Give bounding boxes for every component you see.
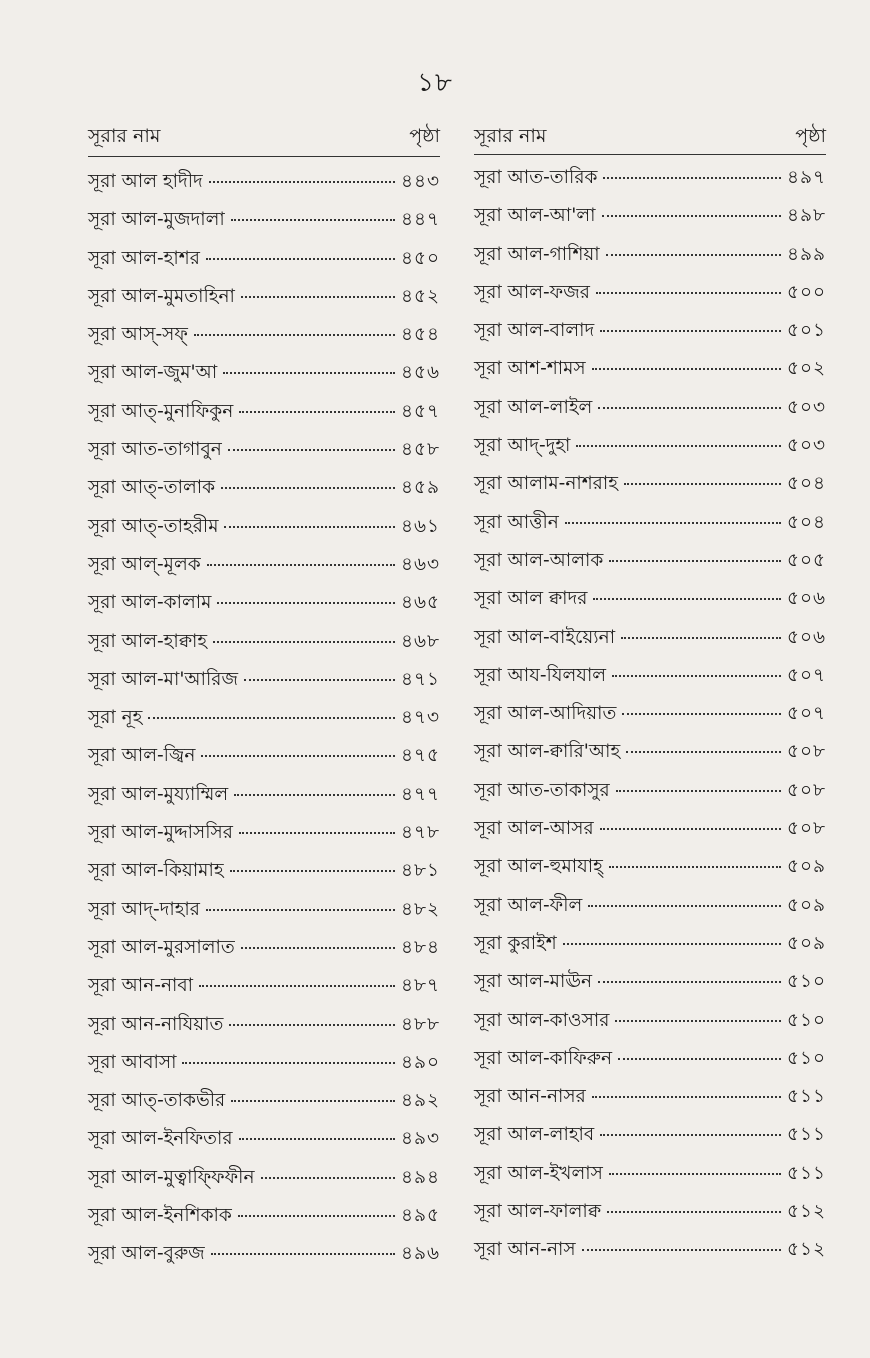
- surah-name: সূরা আল-ইনফিতার: [88, 1128, 233, 1150]
- page-ref: ৪৭৭: [400, 783, 440, 805]
- surah-name: সূরা আত্-তালাক: [88, 477, 216, 499]
- toc-entry: [88, 1086, 440, 1124]
- dot-leader: [600, 330, 781, 332]
- page-ref: ৫১০: [786, 971, 826, 993]
- toc-entry: [474, 278, 826, 316]
- page-ref: ৫০২: [786, 358, 826, 380]
- page-ref: ৪৬৮: [400, 630, 440, 652]
- toc-entry: [88, 856, 440, 894]
- dot-leader: [261, 1177, 395, 1179]
- page-ref: ৫০৮: [786, 779, 826, 801]
- surah-name: সূরা আল-বুরুজ: [88, 1243, 205, 1265]
- page-ref: ৪৯৯: [786, 243, 826, 265]
- surah-name: সূরা আবাসা: [88, 1051, 177, 1073]
- surah-name: সূরা আত্-তাকভীর: [88, 1090, 226, 1112]
- toc-entry: [474, 584, 826, 622]
- dot-leader: [624, 483, 781, 485]
- page-ref: ৪৫২: [400, 285, 440, 307]
- dot-leader: [206, 258, 395, 260]
- toc-entry: [88, 167, 440, 205]
- surah-name: সূরা কুরাইশ: [474, 932, 557, 954]
- toc-list-left: [88, 167, 440, 1278]
- dot-leader: [600, 1134, 781, 1136]
- toc-entry: [88, 665, 440, 703]
- dot-leader: [231, 219, 395, 221]
- toc-entry: [474, 201, 826, 239]
- page-ref: ৪৫৮: [400, 439, 440, 461]
- dot-leader: [241, 947, 395, 949]
- page-ref: ৪৯৮: [786, 205, 826, 227]
- toc-entry: [88, 933, 440, 971]
- surah-name: সূরা আল ক্বাদর: [474, 588, 588, 610]
- dot-leader: [211, 1253, 395, 1255]
- toc-entry: [88, 358, 440, 396]
- page-ref: ৫০৪: [786, 511, 826, 533]
- dot-leader: [603, 177, 781, 179]
- toc-entry: [88, 780, 440, 818]
- surah-name: সূরা আল-মাঊন: [474, 971, 593, 993]
- surah-name: সূরা আন-নাবা: [88, 975, 194, 997]
- toc-entry: [474, 776, 826, 814]
- toc-entry: [88, 1201, 440, 1239]
- toc-entry: [88, 282, 440, 320]
- toc-entry: [474, 929, 826, 967]
- surah-name: সূরা আত-তাগাবুন: [88, 439, 222, 461]
- dot-leader: [607, 1211, 781, 1213]
- dot-leader: [609, 866, 781, 868]
- dot-leader: [596, 292, 781, 294]
- toc-entry: [474, 699, 826, 737]
- dot-leader: [223, 372, 395, 374]
- toc-entry: [88, 1010, 440, 1048]
- surah-name: সূরা আত্তীন: [474, 511, 559, 533]
- surah-name: সূরা আল-বাইয়্যেনা: [474, 626, 616, 648]
- toc-entry: [88, 703, 440, 741]
- surah-name: সূরা আল-কালাম: [88, 592, 212, 614]
- toc-entry: [474, 1082, 826, 1120]
- surah-name: সূরা আল-মা'আরিজ: [88, 668, 239, 690]
- dot-leader: [565, 522, 781, 524]
- surah-name: সূরা আল-কাফিরুন: [474, 1047, 613, 1069]
- page-ref: ৪৯৭: [786, 167, 826, 188]
- dot-leader: [612, 675, 781, 677]
- surah-name: সূরা আল-মুজদালা: [88, 209, 225, 231]
- dot-leader: [576, 445, 781, 447]
- page-ref: ৫০৩: [786, 435, 826, 457]
- dot-leader: [228, 449, 395, 451]
- toc-entry: [474, 431, 826, 469]
- column-header: [88, 124, 440, 157]
- dot-leader: [201, 755, 395, 757]
- toc-entry: [474, 240, 826, 278]
- page-ref: ৫০৯: [786, 856, 826, 878]
- page-ref: ৪৯২: [400, 1090, 440, 1112]
- page-ref: ৫০৬: [786, 626, 826, 648]
- toc-entry: [474, 1120, 826, 1158]
- dot-leader: [600, 828, 781, 830]
- page-ref: ৫০৩: [786, 396, 826, 418]
- page-ref: ৪৫৬: [400, 362, 440, 384]
- toc-entry: [474, 967, 826, 1005]
- page-ref: ৪৯৩: [400, 1128, 440, 1150]
- surah-name: সূরা আন-নাসর: [474, 1086, 586, 1108]
- dot-leader: [622, 713, 781, 715]
- page-ref: ৪৭১: [400, 668, 440, 690]
- dot-leader: [621, 637, 781, 639]
- page-ref: ৫০৪: [786, 473, 826, 495]
- surah-name: সূরা আদ্-দাহার: [88, 898, 200, 920]
- surah-name: সূরা আল-হাক্বাহ: [88, 630, 208, 652]
- toc-entry: [88, 1239, 440, 1277]
- dot-leader: [592, 368, 781, 370]
- dot-leader: [606, 254, 781, 256]
- dot-leader: [207, 564, 395, 566]
- page-ref: ৪৮১: [400, 860, 440, 882]
- toc-entry: [474, 623, 826, 661]
- toc-column-right: [474, 124, 826, 1274]
- toc-entry: [474, 661, 826, 699]
- surah-name: সূরা আলাম-নাশরাহ: [474, 473, 618, 495]
- page-ref: ৫১১: [786, 1162, 826, 1184]
- toc-entry: [88, 627, 440, 665]
- page-number: ১৮: [417, 68, 453, 98]
- toc-entry: [474, 1159, 826, 1197]
- dot-leader: [239, 411, 395, 413]
- surah-name: সূরা আল-আসর: [474, 818, 594, 840]
- toc-entry: [88, 1048, 440, 1086]
- surah-name: সূরা আল-গাশিয়া: [474, 243, 600, 265]
- header-surah-name: সূরার নাম: [88, 125, 161, 147]
- toc-entry: [88, 244, 440, 282]
- page-ref: ৪৫৯: [400, 477, 440, 499]
- page-ref: ৫০৬: [786, 588, 826, 610]
- page-ref: ৪৪৭: [400, 209, 440, 231]
- dot-leader: [234, 794, 395, 796]
- surah-name: সূরা আল-ক্বারি'আহ: [474, 741, 621, 763]
- toc-entry: [474, 1044, 826, 1082]
- surah-name: সূরা আল-আলাক: [474, 549, 604, 571]
- page-ref: ৫১০: [786, 1009, 826, 1031]
- page-ref: ৪৯০: [400, 1051, 440, 1073]
- page-ref: ৪৯৬: [400, 1243, 440, 1265]
- surah-name: সূরা আল্-মূলক: [88, 553, 201, 575]
- dot-leader: [618, 1058, 781, 1060]
- toc-entry: [88, 320, 440, 358]
- toc-entry: [474, 393, 826, 431]
- dot-leader: [230, 870, 395, 872]
- surah-name: সূরা আল-জ্বিন: [88, 745, 196, 767]
- page-ref: ৪৫০: [400, 247, 440, 269]
- page-ref: ৪৯৫: [400, 1205, 440, 1227]
- surah-name: সূরা আল-ফীল: [474, 894, 583, 916]
- dot-leader: [213, 641, 395, 643]
- dot-leader: [194, 334, 395, 336]
- page-ref: ৫১১: [786, 1086, 826, 1108]
- column-header: [474, 124, 826, 155]
- surah-name: সূরা আল-মুত্বাফ্ফিফীন: [88, 1166, 255, 1188]
- surah-name: সূরা আল-মুরসালাত: [88, 936, 235, 958]
- surah-name: সূরা আন-নাস: [474, 1239, 576, 1261]
- dot-leader: [238, 1215, 395, 1217]
- toc-entry: [88, 741, 440, 779]
- surah-name: সূরা আন-নাযিয়াত: [88, 1013, 224, 1035]
- page-ref: ৪৭৫: [400, 745, 440, 767]
- page-ref: ৫০৯: [786, 932, 826, 954]
- dot-leader: [244, 679, 395, 681]
- page-ref: ৫০৭: [786, 664, 826, 686]
- page-ref: ৪৬৩: [400, 553, 440, 575]
- toc-entry: [88, 1163, 440, 1201]
- dot-leader: [609, 1173, 781, 1175]
- toc-entry: [474, 814, 826, 852]
- page-ref: ৪৮৭: [400, 975, 440, 997]
- dot-leader: [148, 717, 395, 719]
- toc-entry: [474, 1006, 826, 1044]
- surah-name: সূরা আল-মুমতাহিনা: [88, 285, 235, 307]
- page-ref: ৪৫৭: [400, 400, 440, 422]
- toc-entry: [88, 971, 440, 1009]
- page-ref: ৪৯৪: [400, 1166, 440, 1188]
- toc-entry: [88, 205, 440, 243]
- surah-name: সূরা আস্-সফ্: [88, 324, 188, 346]
- toc-column-left: [88, 124, 440, 1278]
- page-ref: ৫১১: [786, 1124, 826, 1146]
- page-ref: ৪৮৮: [400, 1013, 440, 1035]
- dot-leader: [598, 981, 781, 983]
- dot-leader: [582, 1249, 781, 1251]
- dot-leader: [231, 1100, 395, 1102]
- surah-name: সূরা আল-ইখলাস: [474, 1162, 603, 1184]
- dot-leader: [609, 560, 781, 562]
- page-ref: ৫০৫: [786, 549, 826, 571]
- page-ref: ৪৪৩: [400, 171, 440, 192]
- surah-name: সূরা আল-আ'লা: [474, 205, 596, 227]
- toc-entry: [474, 469, 826, 507]
- dot-leader: [239, 1138, 395, 1140]
- surah-name: সূরা আয-যিলযাল: [474, 664, 607, 686]
- toc-list-right: [474, 163, 826, 1274]
- toc-entry: [474, 508, 826, 546]
- surah-name: সূরা আল-কাওসার: [474, 1009, 610, 1031]
- dot-leader: [593, 598, 781, 600]
- page-ref: ৫১০: [786, 1047, 826, 1069]
- page-ref: ৪৬১: [400, 515, 440, 537]
- toc-entry: [88, 588, 440, 626]
- header-surah-name: সূরার নাম: [474, 125, 547, 147]
- toc-entry: [474, 1235, 826, 1273]
- dot-leader: [592, 1096, 781, 1098]
- toc-entry: [474, 852, 826, 890]
- page-ref: ৫০৮: [786, 741, 826, 763]
- header-page: পৃষ্ঠা: [409, 125, 440, 147]
- page-ref: ৪৮৪: [400, 936, 440, 958]
- surah-name: সূরা আত্-মুনাফিকুন: [88, 400, 234, 422]
- header-page: পৃষ্ঠা: [795, 125, 826, 147]
- page-ref: ৪৭৮: [400, 822, 440, 844]
- toc-entry: [474, 163, 826, 201]
- page-ref: ৫০৮: [786, 818, 826, 840]
- page-ref: ৫০৭: [786, 703, 826, 725]
- surah-name: সূরা আল-আদিয়াত: [474, 703, 617, 725]
- page-ref: ৫০৯: [786, 894, 826, 916]
- toc-entry: [474, 316, 826, 354]
- toc-entry: [474, 546, 826, 584]
- surah-name: সূরা আল-লাহাব: [474, 1124, 595, 1146]
- surah-name: সূরা নূহ: [88, 707, 143, 729]
- toc-entry: [474, 891, 826, 929]
- surah-name: সূরা আল-হাশর: [88, 247, 200, 269]
- surah-name: সূরা আল-লাইল: [474, 396, 593, 418]
- dot-leader: [221, 487, 395, 489]
- surah-name: সূরা আল-জুম'আ: [88, 362, 218, 384]
- surah-name: সূরা আদ্-দুহা: [474, 435, 571, 457]
- surah-name: সূরা আল হাদীদ: [88, 171, 203, 192]
- dot-leader: [615, 1020, 781, 1022]
- toc-entry: [88, 550, 440, 588]
- toc-entry: [88, 473, 440, 511]
- toc-entry: [88, 818, 440, 856]
- toc-entry: [474, 737, 826, 775]
- surah-name: সূরা আত-তাকাসুর: [474, 779, 610, 801]
- surah-name: সূরা আল-বালাদ: [474, 320, 595, 342]
- surah-name: সূরা আল-মুদ্দাসসির: [88, 822, 233, 844]
- page-ref: ৫১২: [786, 1239, 826, 1261]
- page-ref: ৫০১: [786, 320, 826, 342]
- dot-leader: [209, 181, 395, 183]
- surah-name: সূরা আল-ফজর: [474, 281, 590, 303]
- dot-leader: [588, 905, 781, 907]
- surah-name: সূরা আল-ফালাক্ব: [474, 1201, 601, 1223]
- dot-leader: [598, 407, 781, 409]
- dot-leader: [602, 215, 781, 217]
- dot-leader: [217, 602, 395, 604]
- dot-leader: [626, 751, 781, 753]
- toc-entry: [88, 435, 440, 473]
- page-ref: ৫০০: [786, 281, 826, 303]
- page-ref: ৫১২: [786, 1201, 826, 1223]
- toc-entry: [88, 895, 440, 933]
- dot-leader: [224, 526, 394, 528]
- toc-entry: [88, 1124, 440, 1162]
- dot-leader: [229, 1024, 395, 1026]
- surah-name: সূরা আত-তারিক: [474, 167, 598, 188]
- surah-name: সূরা আল-ইনশিকাক: [88, 1205, 232, 1227]
- surah-name: সূরা আল-হুমাযাহ্: [474, 856, 603, 878]
- toc-entry: [474, 1197, 826, 1235]
- dot-leader: [241, 296, 395, 298]
- page-ref: ৪৮২: [400, 898, 440, 920]
- surah-name: সূরা আল-কিয়ামাহ: [88, 860, 224, 882]
- dot-leader: [182, 1062, 394, 1064]
- dot-leader: [206, 909, 395, 911]
- dot-leader: [563, 943, 781, 945]
- dot-leader: [616, 790, 781, 792]
- surah-name: সূরা আত্-তাহরীম: [88, 515, 219, 537]
- page-ref: ৪৭৩: [400, 707, 440, 729]
- page-ref: ৪৬৫: [400, 592, 440, 614]
- surah-name: সূরা আল-মুয্যাম্মিল: [88, 783, 229, 805]
- dot-leader: [199, 985, 395, 987]
- toc-entry: [88, 512, 440, 550]
- toc-entry: [474, 354, 826, 392]
- toc-entry: [88, 397, 440, 435]
- dot-leader: [239, 832, 395, 834]
- surah-name: সূরা আশ-শামস: [474, 358, 586, 380]
- page-ref: ৪৫৪: [400, 324, 440, 346]
